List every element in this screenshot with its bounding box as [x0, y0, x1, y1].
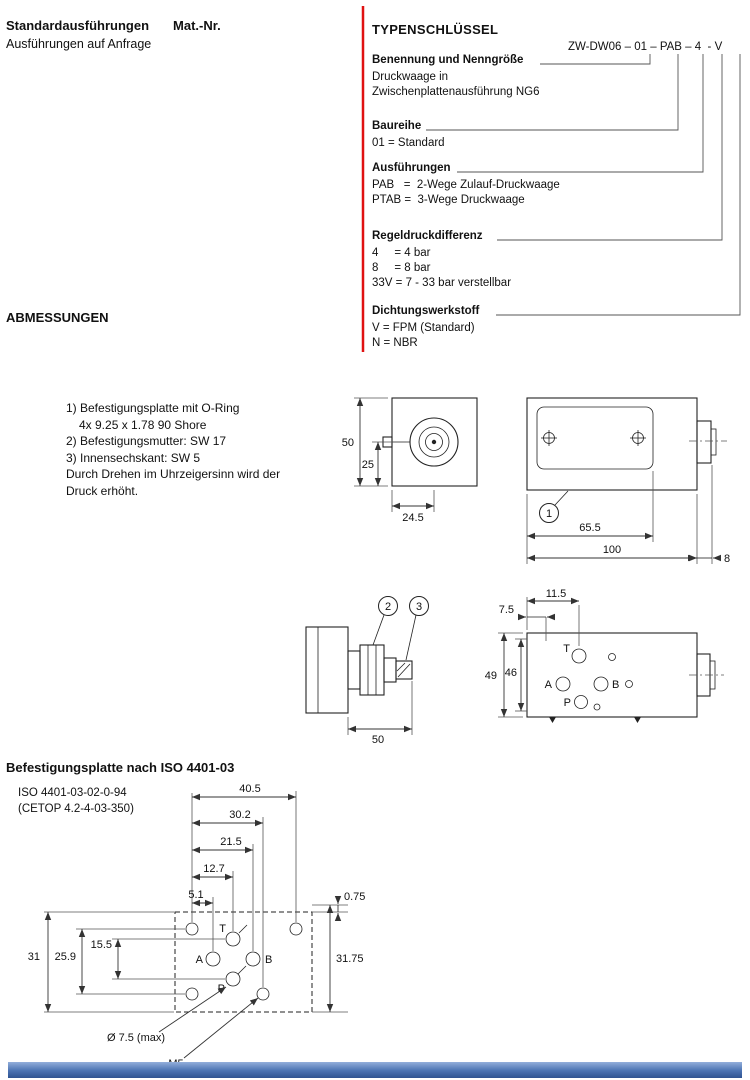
note-line: 1) Befestigungsplatte mit O-Ring: [66, 401, 240, 415]
dim-7-5-label: 7.5: [498, 604, 514, 616]
callout-3: [406, 597, 429, 661]
port-b-hole: [594, 677, 608, 691]
section-heading: Dichtungswerkstoff: [372, 305, 480, 317]
dim-31-label: 31: [27, 951, 40, 963]
hole-diameter-note: Ø 7.5 (max): [106, 1032, 166, 1044]
footer-blue-bar: [8, 1062, 742, 1078]
valve-top-view: [342, 398, 477, 524]
section-line: Druckwaage in: [372, 71, 449, 83]
plate-port-b: [246, 952, 260, 966]
dim-50-label: 50: [341, 437, 354, 449]
iso-plate-drawing: [28, 783, 366, 1070]
side-view-nut: [697, 421, 711, 463]
dim-0-75-label: 0.75: [344, 891, 366, 903]
callout-2-label: 2: [384, 601, 392, 613]
cetop-code: (CETOP 4.2-4-03-350): [18, 803, 134, 815]
section-line: 8 = 8 bar: [372, 262, 431, 274]
plate-port-p: [226, 972, 240, 986]
port-view-outline: [527, 633, 697, 717]
screw-nut: [360, 645, 384, 695]
section-line: V = FPM (Standard): [372, 322, 475, 334]
standard-heading: [6, 18, 221, 33]
section-line: 4 = 4 bar: [372, 247, 431, 259]
note-line: Durch Drehen im Uhrzeigersinn wird der: [66, 467, 281, 481]
dim-65-5-label: 65.5: [579, 522, 601, 534]
section-baureihe: [372, 120, 672, 151]
dim-40-5-label: 40.5: [239, 783, 261, 795]
plate-port-p-label: P: [217, 983, 225, 995]
note-line: Druck erhöht.: [66, 483, 139, 498]
port-t-hole: [572, 649, 586, 663]
iso-code: ISO 4401-03-02-0-94: [18, 787, 127, 799]
dim-30-2-label: 30.2: [229, 809, 251, 821]
dim-46-label: 46: [504, 667, 517, 679]
dim-25-9-label: 25.9: [54, 951, 76, 963]
port-b-label: B: [612, 679, 620, 691]
section-line: Zwischenplattenausführung NG6: [372, 86, 540, 98]
plate-port-t: [226, 932, 240, 946]
side-view-outline: [527, 398, 697, 490]
screw-body-outline: [306, 627, 348, 713]
type-code: ZW-DW06 – 01 – PAB – 4 - V: [568, 41, 723, 53]
callout-3-label: 3: [415, 601, 423, 613]
port-a-label: A: [544, 679, 552, 691]
standard-subtitle: Ausführungen auf Anfrage: [6, 37, 152, 51]
adjustment-screw-view: [306, 597, 429, 747]
callout-1: [540, 491, 569, 523]
dim-5-1-label: 5.1: [188, 889, 204, 901]
section-heading: Regeldruckdifferenz: [372, 230, 483, 242]
dim-12-7-label: 12.7: [203, 863, 225, 875]
note-line: 3) Innensechskant: SW 5: [66, 450, 201, 465]
plate-port-a-label: A: [195, 954, 203, 966]
bolt-hole-bl: [186, 988, 198, 1000]
section-heading: Ausführungen: [372, 162, 451, 174]
port-a-hole: [556, 677, 570, 691]
dim-21-5-label: 21.5: [220, 836, 242, 848]
dim-50b-label: 50: [371, 734, 385, 746]
section-line: N = NBR: [372, 337, 418, 349]
section-dichtungswerkstoff: [372, 305, 672, 351]
callout-1-label: 1: [545, 508, 553, 520]
dim-49-label: 49: [484, 670, 497, 682]
typenschluessel-title: TYPENSCHLÜSSEL: [372, 22, 499, 37]
section-line: PTAB = 3-Wege Druckwaage: [372, 194, 525, 206]
dim-31-75-label: 31.75: [336, 953, 364, 965]
port-p-label: P: [563, 697, 571, 709]
section-heading: Baureihe: [372, 120, 422, 132]
port-t-label: T: [563, 643, 570, 655]
note-line: 4x 9.25 x 1.78 90 Shore: [79, 417, 207, 432]
mat-nr-label: Mat.-Nr.: [173, 18, 221, 33]
dim-25-label: 25: [361, 459, 374, 471]
dim-8-label: 8: [724, 553, 731, 565]
plate-port-t-label: T: [219, 923, 226, 935]
bolt-hole-tr: [290, 923, 302, 935]
note-line: 2) Befestigungsmutter: SW 17: [66, 434, 227, 448]
section-ausfuehrungen: [372, 162, 672, 208]
iso-plate-title: Befestigungsplatte nach ISO 4401-03: [6, 760, 235, 775]
bolt-hole-br: [257, 988, 269, 1000]
section-regeldruckdifferenz: [372, 230, 672, 291]
standard-title: Standardausführungen: [6, 18, 150, 33]
plate-port-b-label: B: [265, 954, 273, 966]
abmessungen-title: ABMESSUNGEN: [6, 310, 109, 325]
plate-port-a: [206, 952, 220, 966]
dim-15-5-label: 15.5: [90, 939, 112, 951]
section-line: 33V = 7 - 33 bar verstellbar: [372, 277, 512, 289]
port-p-hole: [575, 696, 588, 709]
section-line: 01 = Standard: [372, 137, 445, 149]
callout-2: [373, 597, 398, 646]
drawing-notes: [66, 400, 316, 499]
section-benennung: [372, 54, 672, 100]
section-line: PAB = 2-Wege Zulauf-Druckwaage: [372, 179, 560, 191]
bolt-hole-tl: [186, 923, 198, 935]
dim-11-5-label: 11.5: [545, 588, 567, 600]
port-face-view: [485, 588, 724, 723]
valve-side-view: [527, 398, 730, 565]
dim-24-5-label: 24.5: [402, 512, 424, 524]
dim-100-label: 100: [602, 544, 622, 556]
section-heading: Benennung und Nenngröße: [372, 54, 524, 66]
